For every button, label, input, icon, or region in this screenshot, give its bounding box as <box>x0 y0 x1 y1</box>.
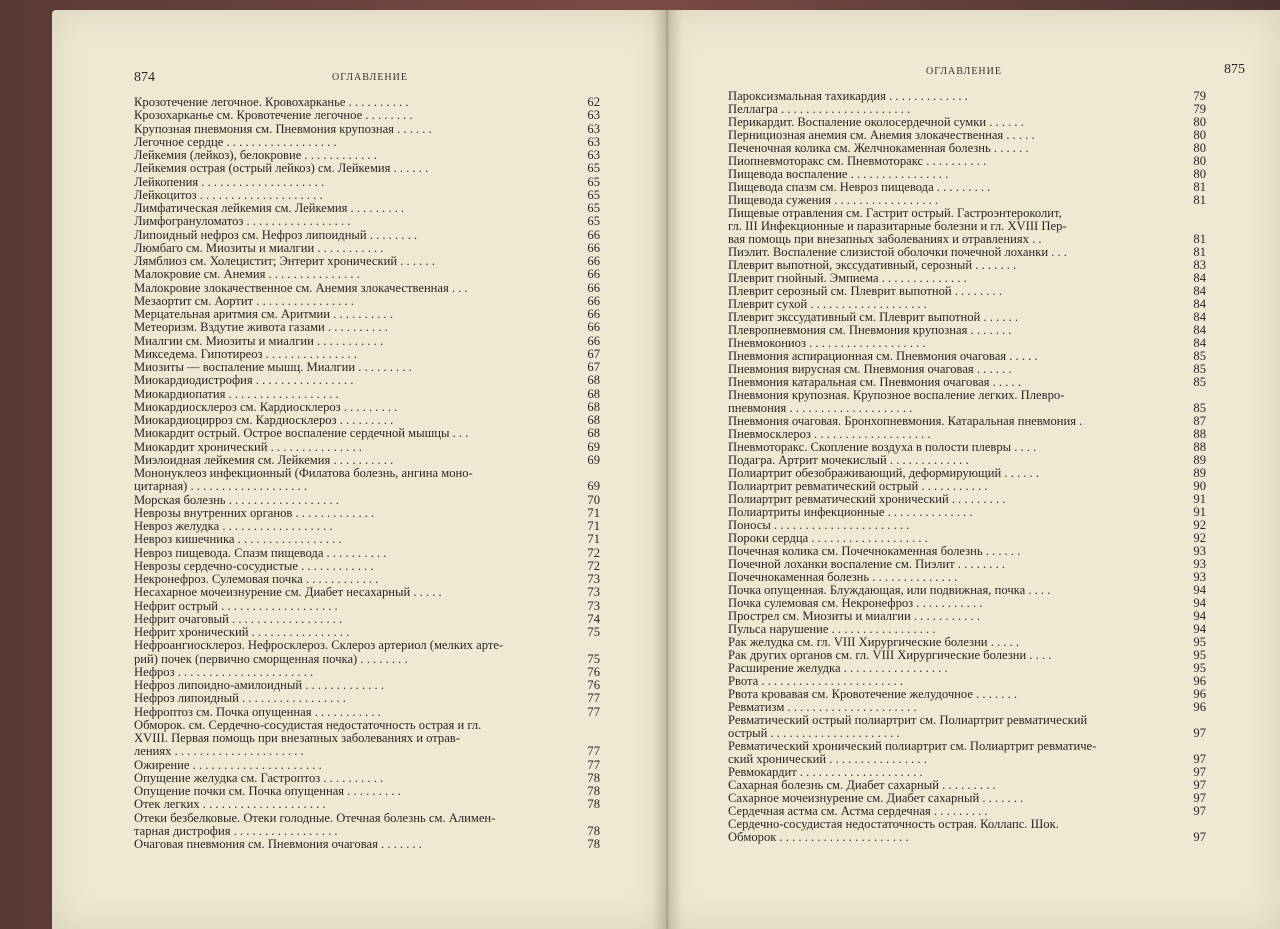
left-page <box>52 10 664 929</box>
toc-entry-text: Полиартрит обезображивающий, деформирующий . . . . . . <box>728 466 1040 480</box>
toc-entry-text: Пульса нарушение . . . . . . . . . . . . . . . . . <box>728 622 936 636</box>
toc-entry-text: Нефрит очаговый . . . . . . . . . . . . . . . . . . <box>134 611 343 626</box>
toc-entry <box>134 613 342 626</box>
toc-entry-text: Обморок . . . . . . . . . . . . . . . . . . . . . <box>728 830 909 844</box>
toc-entry-page: 78 <box>587 770 600 785</box>
toc-entry-text: Миалгии см. Миозиты и миалгии . . . . . . . . . . . <box>134 333 384 348</box>
toc-entry-text: Нефроз . . . . . . . . . . . . . . . . . . . . . . <box>134 664 314 679</box>
toc-entry <box>134 679 384 692</box>
toc-entry-page: 63 <box>587 108 600 123</box>
toc-entry-text: Миокардиоцирроз см. Кардиосклероз . . . . . . . . . <box>134 413 394 427</box>
toc-entry-text: Полиартриты инфекционные . . . . . . . . . . . . . . <box>728 505 973 519</box>
toc-entry <box>134 586 442 599</box>
toc-entry-text: гл. III Инфекционные и паразитарные болезни и гл. XVIII Пер- <box>728 219 1067 233</box>
toc-entry-page: 73 <box>587 585 600 600</box>
toc-entry-page: 95 <box>1193 635 1206 649</box>
toc-entry-text: Миокардит хронический . . . . . . . . . . . . . . . <box>134 439 362 454</box>
toc-entry-page: 84 <box>1193 310 1206 324</box>
toc-entry <box>134 149 377 162</box>
toc-entry-text: Поносы . . . . . . . . . . . . . . . . . . . . . . <box>728 518 910 532</box>
toc-entry-page: 94 <box>1193 596 1206 610</box>
toc-entry <box>134 401 397 414</box>
toc-entry <box>134 838 422 851</box>
toc-entry-text: Плевропневмония см. Пневмония крупозная . . . . . . . <box>728 323 1012 337</box>
toc-entry-text: Ожирение . . . . . . . . . . . . . . . . . . . . . <box>134 757 322 772</box>
toc-entry-page: 94 <box>1193 609 1206 623</box>
toc-entry-page: 81 <box>1193 245 1206 259</box>
toc-entry-text: Пищевые отравления см. Гастрит острый. Гастроэнтероколит, <box>728 206 1062 220</box>
toc-entry-page: 71 <box>587 519 600 533</box>
toc-entry-text: Миокардиосклероз см. Кардиосклероз . . . . . . . . . <box>134 399 398 414</box>
toc-entry-page: 84 <box>1193 336 1206 350</box>
toc-entry <box>134 215 350 228</box>
toc-entry <box>134 321 388 334</box>
toc-entry-text: Печеночная колика см. Желчнокаменная болезнь . . . . . . <box>728 141 1029 155</box>
toc-entry-text: Морская болезнь . . . . . . . . . . . . . . . . . . <box>134 492 339 507</box>
toc-entry <box>134 308 393 321</box>
toc-entry-page: 85 <box>1193 375 1206 389</box>
toc-entry-text: Невроз кишечника . . . . . . . . . . . . . . . . . <box>134 532 342 547</box>
right-page <box>664 10 1280 929</box>
toc-entry-page: 84 <box>1193 271 1206 285</box>
toc-entry-text: Плеврит экссудативный см. Плеврит выпотной . . . . . . <box>728 310 1019 324</box>
toc-entry-text: Отеки безбелковые. Отеки голодные. Отечная болезнь см. Алимен- <box>134 810 496 825</box>
toc-entry <box>134 600 338 613</box>
toc-entry <box>134 109 413 122</box>
toc-entry <box>134 480 307 493</box>
toc-entry-page: 66 <box>587 320 600 335</box>
toc-entry <box>134 282 468 295</box>
toc-entry <box>134 295 354 308</box>
toc-entry-page: 87 <box>1193 414 1206 428</box>
toc-entry-page: 77 <box>587 704 600 719</box>
open-book <box>52 10 1280 929</box>
toc-entry-page: 94 <box>1193 622 1206 636</box>
toc-entry-text: Рак желудка см. гл. VIII Хирургические болезни . . . . . <box>728 635 1020 649</box>
toc-entry-text: Мезаортит см. Аортит . . . . . . . . . . . . . . . . <box>134 293 354 308</box>
toc-entry-text: Пищевода сужения . . . . . . . . . . . . . . . . . <box>728 193 939 207</box>
toc-entry-text: тарная дистрофия . . . . . . . . . . . . . . . . . <box>134 823 338 838</box>
toc-entry <box>134 812 495 825</box>
toc-entry-page: 69 <box>587 452 600 467</box>
toc-entry-page: 65 <box>587 201 600 215</box>
toc-entry-page: 91 <box>1193 492 1206 506</box>
toc-entry <box>134 759 322 772</box>
toc-entry-text: Миокардиодистрофия . . . . . . . . . . . . . . . . <box>134 373 354 388</box>
toc-entry-text: Плеврит серозный см. Плеврит выпотной . . . . . . . . <box>728 284 1002 298</box>
toc-entry <box>134 719 481 732</box>
toc-entry <box>134 706 381 719</box>
toc-entry-text: Мононуклеоз инфекционный (Филатова болезнь, ангина моно- <box>134 466 473 480</box>
toc-entry-text: Плеврит сухой . . . . . . . . . . . . . . . . . . . <box>728 297 927 311</box>
toc-entry-text: Пиопневмоторакс см. Пневмоторакс . . . . . . . . . . <box>728 154 987 168</box>
toc-entry <box>134 414 393 427</box>
toc-entry-page: 89 <box>1193 466 1206 480</box>
toc-entry <box>134 666 313 679</box>
toc-entry-page: 78 <box>587 784 600 798</box>
toc-entry-text: Опущение желудка см. Гастроптоз . . . . . . . . . . <box>134 770 384 785</box>
toc-entry <box>134 467 473 480</box>
toc-entry-text: Крупозная пневмония см. Пневмония крупозная . . . . . . <box>134 121 432 136</box>
toc-entry-page: 68 <box>587 426 600 441</box>
toc-entry-text: Малокровие злокачественное см. Анемия злокачественная . . . <box>134 280 468 295</box>
toc-entry-page: 77 <box>587 744 600 759</box>
toc-entry-page: 72 <box>587 558 600 573</box>
toc-entry-text: Опущение почки см. Почка опущенная . . . . . . . . . <box>134 784 401 798</box>
toc-entry-page: 84 <box>1193 323 1206 337</box>
toc-entry-text: Почка опущенная. Блуждающая, или подвижная, почка . . . . <box>728 583 1051 597</box>
toc-entry <box>134 202 404 215</box>
toc-entry-page: 68 <box>587 399 600 414</box>
toc-entry-text: Лейкемия (лейкоз), белокровие . . . . . . . . . . . . <box>134 148 377 162</box>
toc-entry-page: 80 <box>1193 154 1206 168</box>
toc-entry-page: 68 <box>587 413 600 427</box>
toc-entry-page: 96 <box>1193 687 1206 701</box>
toc-entry-page: 75 <box>587 651 600 666</box>
toc-entry <box>134 507 374 520</box>
toc-entry-page: 84 <box>1193 284 1206 298</box>
toc-entry <box>134 348 357 361</box>
toc-entry-page: 93 <box>1193 570 1206 584</box>
toc-entry <box>134 441 362 454</box>
toc-entry-text: Пневмония аспирационная см. Пневмония очаговая . . . . . <box>728 349 1038 363</box>
toc-entry <box>728 831 909 844</box>
left-running-head: ОГЛАВЛЕНИЕ <box>332 72 408 83</box>
toc-entry-text: Перикардит. Воспаление околосердечной сумки . . . . . . <box>728 115 1024 129</box>
toc-entry-page: 93 <box>1193 557 1206 571</box>
toc-entry-page: 80 <box>1193 128 1206 142</box>
toc-entry-text: Неврозы внутренних органов . . . . . . . . . . . . . <box>134 505 375 520</box>
toc-entry-page: 77 <box>587 691 600 706</box>
toc-entry <box>134 136 337 149</box>
toc-entry-page: 97 <box>1193 765 1206 779</box>
toc-entry-page: 68 <box>587 386 600 401</box>
toc-entry <box>134 692 346 705</box>
toc-entry-text: Пневмосклероз . . . . . . . . . . . . . . . . . . . <box>728 427 931 441</box>
toc-entry-text: Крозохарканье см. Кровотечение легочное . . . . . . . . <box>134 108 413 123</box>
toc-entry-page: 97 <box>1193 778 1206 792</box>
toc-entry-page: 94 <box>1193 583 1206 597</box>
toc-entry-text: ский хронический . . . . . . . . . . . . . . . . <box>728 752 927 766</box>
toc-entry-text: Ревматический острый полиартрит см. Полиартрит ревматический <box>728 713 1088 727</box>
toc-entry-text: Пеллагра . . . . . . . . . . . . . . . . . . . . . <box>728 102 911 116</box>
toc-entry-page: 85 <box>1193 349 1206 363</box>
toc-entry-text: Пневмония очаговая. Бронхопневмония. Катаральная пневмония . <box>728 414 1083 428</box>
toc-entry-text: Пневмония крупозная. Крупозное воспаление легких. Плевро- <box>728 388 1065 402</box>
toc-entry-text: Плеврит гнойный. Эмпиема . . . . . . . . . . . . . . <box>728 271 967 285</box>
toc-entry <box>134 732 460 745</box>
toc-entry-text: Легочное сердце . . . . . . . . . . . . . . . . . . <box>134 134 337 149</box>
toc-entry-text: пневмония . . . . . . . . . . . . . . . . . . . . <box>728 401 913 415</box>
toc-entry-page: 65 <box>587 214 600 229</box>
toc-entry-page: 96 <box>1193 700 1206 714</box>
toc-entry-text: Рак других органов см. гл. VIII Хирургические болезни . . . . <box>728 648 1052 662</box>
toc-entry-text: Лимфогрануломатоз . . . . . . . . . . . . . . . . . <box>134 214 351 229</box>
toc-entry-page: 70 <box>587 492 600 507</box>
toc-entry-page: 97 <box>1193 752 1206 766</box>
toc-entry-page: 62 <box>587 95 600 109</box>
toc-entry-text: лениях . . . . . . . . . . . . . . . . . . . . . <box>134 744 304 759</box>
toc-entry <box>134 626 349 639</box>
toc-entry-text: Несахарное мочеизнурение см. Диабет несахарный . . . . . <box>134 585 442 600</box>
toc-entry <box>134 162 428 175</box>
toc-entry-text: Нефроз липоидно-амилоидный . . . . . . . . . . . . . <box>134 678 384 692</box>
toc-entry-text: Миокардит острый. Острое воспаление сердечной мышцы . . . <box>134 426 469 441</box>
toc-entry-page: 93 <box>1193 544 1206 558</box>
toc-entry-page: 92 <box>1193 531 1206 545</box>
toc-entry-text: Нефроангиосклероз. Нефросклероз. Склероз артериол (мелких арте- <box>134 638 504 653</box>
toc-entry-page: 77 <box>587 757 600 772</box>
toc-entry <box>134 785 401 798</box>
toc-entry-text: Мерцательная аритмия см. Аритмии . . . . . . . . . . <box>134 307 394 321</box>
toc-entry-page: 66 <box>587 267 600 282</box>
toc-entry-page: 79 <box>1193 102 1206 116</box>
toc-entry-text: Пневмония вирусная см. Пневмония очаговая . . . . . . <box>728 362 1012 376</box>
toc-entry-page: 74 <box>587 611 600 626</box>
toc-entry-text: Лимфатическая лейкемия см. Лейкемия . . . . . . . . . <box>134 201 405 215</box>
right-page-number: 875 <box>1224 62 1245 77</box>
toc-entry-page: 81 <box>1193 232 1206 246</box>
toc-entry-page: 88 <box>1193 427 1206 441</box>
toc-entry-text: Пернициозная анемия см. Анемия злокачественная . . . . . <box>728 128 1035 142</box>
toc-entry-page: 63 <box>587 134 600 149</box>
toc-entry-text: Обморок. см. Сердечно-сосудистая недостаточность острая и гл. <box>134 717 482 732</box>
toc-entry-page: 88 <box>1193 440 1206 454</box>
toc-entry-text: вая помощь при внезапных заболеваниях и отравлениях . . <box>728 232 1042 246</box>
toc-entry-page: 80 <box>1193 167 1206 181</box>
toc-entry-text: рий) почек (первично сморщенная почка) . . . . . . . . <box>134 651 408 666</box>
toc-entry-text: Люмбаго см. Миозиты и миалгии . . . . . . . . . . . <box>134 240 384 255</box>
toc-entry-page: 78 <box>587 797 600 812</box>
toc-entry-text: Почечной лоханки воспаление см. Пиэлит . . . . . . . . <box>728 557 1006 571</box>
toc-entry-text: Пиэлит. Воспаление слизистой оболочки почечной лоханки . . . <box>728 245 1067 259</box>
right-running-head: ОГЛАВЛЕНИЕ <box>926 66 1002 77</box>
toc-entry-text: Нефроз липоидный . . . . . . . . . . . . . . . . . <box>134 691 346 706</box>
toc-entry-page: 67 <box>587 360 600 374</box>
toc-entry-page: 78 <box>587 823 600 838</box>
toc-entry <box>134 745 304 758</box>
toc-entry-page: 75 <box>587 625 600 639</box>
toc-entry-page: 69 <box>587 439 600 454</box>
toc-entry-page: 85 <box>1193 362 1206 376</box>
toc-entry-text: Ревматический хронический полиартрит см. Полиартрит ревматиче- <box>728 739 1097 753</box>
toc-entry <box>134 454 393 467</box>
toc-entry-text: Невроз желудка . . . . . . . . . . . . . . . . . . <box>134 519 333 533</box>
toc-entry-text: Подагра. Артрит мочекислый . . . . . . . . . . . . . <box>728 453 969 467</box>
toc-entry-text: XVIII. Первая помощь при внезапных заболеваниях и отрав- <box>134 731 460 745</box>
toc-entry-text: Нефроптоз см. Почка опущенная . . . . . . . . . . . <box>134 704 381 719</box>
toc-entry-page: 66 <box>587 227 600 242</box>
toc-entry-page: 84 <box>1193 297 1206 311</box>
toc-entry-page: 65 <box>587 187 600 202</box>
toc-entry-page: 65 <box>587 174 600 189</box>
toc-entry <box>134 255 435 268</box>
toc-entry-page: 97 <box>1193 726 1206 740</box>
toc-entry-text: Нефрит острый . . . . . . . . . . . . . . . . . . . <box>134 598 338 613</box>
toc-entry-page: 92 <box>1193 518 1206 532</box>
toc-entry-page: 80 <box>1193 115 1206 129</box>
toc-entry <box>134 335 383 348</box>
toc-entry-page: 66 <box>587 293 600 308</box>
toc-entry-text: Пороки сердца . . . . . . . . . . . . . . . . . . . <box>728 531 928 545</box>
toc-entry-text: Липоидный нефроз см. Нефроз липоидный . . . . . . . . <box>134 227 418 242</box>
toc-entry-text: Сердечно-сосудистая недостаточность острая. Коллапс. Шок. <box>728 817 1059 831</box>
toc-entry <box>134 96 408 109</box>
toc-entry <box>134 242 383 255</box>
toc-entry-text: Ревматизм . . . . . . . . . . . . . . . . . . . . . <box>728 700 917 714</box>
toc-entry-page: 78 <box>587 837 600 851</box>
toc-entry-text: Миозиты — воспаление мышц. Миалгии . . . . . . . . . <box>134 360 412 374</box>
toc-entry-page: 63 <box>587 148 600 162</box>
toc-entry <box>134 772 383 785</box>
toc-entry-page: 79 <box>1193 89 1206 103</box>
toc-entry-text: Прострел см. Миозиты и миалгии . . . . . . . . . . . <box>728 609 980 623</box>
toc-entry-text: Полиартрит ревматический хронический . . . . . . . . . <box>728 492 1006 506</box>
toc-entry-text: Невроз пищевода. Спазм пищевода . . . . . . . . . . <box>134 545 387 560</box>
toc-entry-page: 81 <box>1193 180 1206 194</box>
toc-entry-text: Неврозы сердечно-сосудистые . . . . . . . . . . . . <box>134 558 374 573</box>
toc-entry <box>134 427 468 440</box>
toc-entry-page: 95 <box>1193 661 1206 675</box>
toc-entry-text: Пневмокониоз . . . . . . . . . . . . . . . . . . . <box>728 336 926 350</box>
toc-entry-page: 72 <box>587 545 600 560</box>
toc-entry-page: 91 <box>1193 505 1206 519</box>
toc-entry-text: Сахарное мочеизнурение см. Диабет сахарный . . . . . . . <box>728 791 1024 805</box>
toc-entry-page: 73 <box>587 572 600 586</box>
toc-entry-page: 85 <box>1193 401 1206 415</box>
toc-entry-text: Нефрит хронический . . . . . . . . . . . . . . . . <box>134 625 350 639</box>
toc-entry-page: 65 <box>587 161 600 176</box>
toc-entry <box>134 123 432 136</box>
toc-entry-page: 81 <box>1193 193 1206 207</box>
toc-entry-page: 66 <box>587 307 600 321</box>
toc-entry-text: Лямблиоз см. Холецистит; Энтерит хронический . . . . . . <box>134 254 435 268</box>
toc-entry-page: 66 <box>587 280 600 295</box>
toc-entry <box>134 560 374 573</box>
toc-entry-text: Крозотечение легочное. Кровохарканье . . . . . . . . . . <box>134 95 409 109</box>
toc-entry <box>134 825 338 838</box>
toc-entry <box>134 573 378 586</box>
toc-entry-text: острый . . . . . . . . . . . . . . . . . . . . . <box>728 726 900 740</box>
toc-entry-text: Расширение желудка . . . . . . . . . . . . . . . . . <box>728 661 948 675</box>
toc-entry-page: 69 <box>587 479 600 494</box>
toc-entry-text: Рвота кровавая см. Кровотечение желудочное . . . . . . . <box>728 687 1018 701</box>
toc-entry-page: 76 <box>587 664 600 679</box>
toc-entry <box>134 533 342 546</box>
toc-entry <box>134 361 412 374</box>
toc-entry-text: Микседема. Гипотиреоз . . . . . . . . . . . . . . . <box>134 346 357 361</box>
toc-entry-page: 68 <box>587 373 600 388</box>
toc-entry-text: Некронефроз. Сулемовая почка . . . . . . . . . . . . <box>134 572 379 586</box>
toc-entry-text: Лейкемия острая (острый лейкоз) см. Лейкемия . . . . . . <box>134 161 429 176</box>
toc-entry-text: Отек легких . . . . . . . . . . . . . . . . . . . . <box>134 797 326 812</box>
toc-entry <box>134 520 333 533</box>
toc-entry-page: 67 <box>587 346 600 361</box>
toc-entry-text: Пищевода воспаление . . . . . . . . . . . . . . . . <box>728 167 949 181</box>
toc-entry-text: Миокардиопатия . . . . . . . . . . . . . . . . . . <box>134 386 339 401</box>
toc-entry-text: Почечнокаменная болезнь . . . . . . . . . . . . . . <box>728 570 958 584</box>
toc-entry-page: 73 <box>587 598 600 613</box>
toc-entry <box>134 374 353 387</box>
toc-entry-page: 66 <box>587 240 600 255</box>
toc-entry <box>134 229 417 242</box>
toc-entry <box>134 639 503 652</box>
toc-entry-page: 71 <box>587 505 600 520</box>
toc-entry-text: Очаговая пневмония см. Пневмония очаговая . . . . . . . <box>134 837 422 851</box>
toc-entry-text: Почечная колика см. Почечнокаменная болезнь . . . . . . <box>728 544 1021 558</box>
toc-entry-text: Почка сулемовая см. Некронефроз . . . . . . . . . . . <box>728 596 983 610</box>
toc-entry-text: Полиартрит ревматический острый . . . . . . . . . . . <box>728 479 988 493</box>
toc-entry-page: 71 <box>587 532 600 547</box>
toc-entry-page: 89 <box>1193 453 1206 467</box>
toc-entry-text: Пневмония катаральная см. Пневмония очаговая . . . . . <box>728 375 1021 389</box>
toc-entry-text: Плеврит выпотной, экссудативный, серозный . . . . . . . <box>728 258 1017 272</box>
left-page-number: 874 <box>134 70 155 85</box>
toc-entry <box>134 494 339 507</box>
toc-entry-page: 80 <box>1193 141 1206 155</box>
toc-entry-text: Рвота . . . . . . . . . . . . . . . . . . . . . . . <box>728 674 904 688</box>
toc-entry <box>134 798 326 811</box>
toc-entry-text: цитарная) . . . . . . . . . . . . . . . . . . . <box>134 479 307 494</box>
toc-entry-page: 90 <box>1193 479 1206 493</box>
toc-entry <box>134 653 408 666</box>
toc-entry-text: Пневмоторакс. Скопление воздуха в полости плевры . . . . <box>728 440 1037 454</box>
toc-entry-page: 66 <box>587 254 600 268</box>
toc-entry-page: 95 <box>1193 648 1206 662</box>
toc-entry <box>134 268 360 281</box>
toc-entry-page: 97 <box>1193 830 1206 844</box>
toc-entry-page: 97 <box>1193 791 1206 805</box>
toc-entry-text: Миэлоидная лейкемия см. Лейкемия . . . . . . . . . . <box>134 452 394 467</box>
toc-entry-page: 97 <box>1193 804 1206 818</box>
toc-entry-text: Лейкоцитоз . . . . . . . . . . . . . . . . . . . . <box>134 187 323 202</box>
toc-entry <box>134 189 323 202</box>
toc-entry-text: Сахарная болезнь см. Диабет сахарный . . . . . . . . . <box>728 778 996 792</box>
toc-entry-text: Метеоризм. Вздутие живота газами . . . . . . . . . . <box>134 320 388 335</box>
toc-entry-page: 63 <box>587 121 600 136</box>
toc-entry-page: 66 <box>587 333 600 348</box>
toc-entry-text: Лейкопения . . . . . . . . . . . . . . . . . . . . <box>134 174 325 189</box>
toc-entry-page: 96 <box>1193 674 1206 688</box>
toc-entry-text: Пароксизмальная тахикардия . . . . . . . . . . . . . <box>728 89 968 103</box>
toc-entry <box>134 388 339 401</box>
toc-entry-text: Пищевода спазм см. Невроз пищевода . . . . . . . . . <box>728 180 991 194</box>
toc-entry <box>134 176 324 189</box>
toc-entry-text: Малокровие см. Анемия . . . . . . . . . . . . . . . <box>134 267 360 282</box>
toc-entry <box>134 547 386 560</box>
toc-entry-page: 83 <box>1193 258 1206 272</box>
toc-entry-text: Ревмокардит . . . . . . . . . . . . . . . . . . . . <box>728 765 923 779</box>
toc-entry-page: 76 <box>587 678 600 692</box>
toc-entry-text: Сердечная астма см. Астма сердечная . . . . . . . . . <box>728 804 988 818</box>
